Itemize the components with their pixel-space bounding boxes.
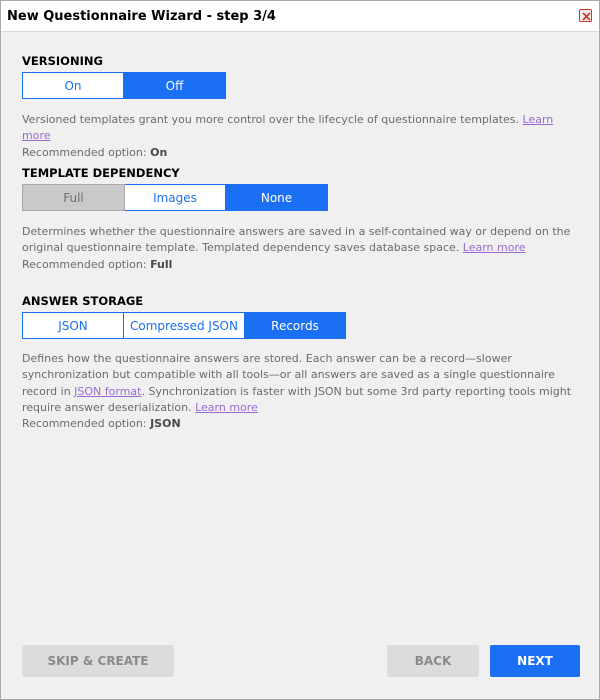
skip-and-create-button[interactable]: SKIP & CREATE xyxy=(22,645,174,677)
dependency-recommended-value: Full xyxy=(150,257,173,271)
storage-compressed-json-button[interactable]: Compressed JSON xyxy=(124,313,245,338)
answer-storage-toggle xyxy=(22,312,346,339)
dependency-description-text: Determines whether the questionnaire answers are saved in a self-contained way or depend on the original questionnaire template. Templated dependency saves database space. xyxy=(22,225,571,255)
storage-learn-more-link[interactable]: Learn more xyxy=(195,400,258,414)
answer-storage-description xyxy=(22,351,582,432)
template-dependency-toggle xyxy=(22,184,328,211)
storage-json-button[interactable]: JSON xyxy=(23,313,124,338)
storage-description-part2: . Synchronization is faster with JSON but some 3rd party reporting tools might require answer deserialization. xyxy=(22,384,572,414)
versioning-heading: VERSIONING xyxy=(22,54,103,68)
close-button[interactable] xyxy=(579,9,592,22)
versioning-recommended-value: On xyxy=(150,145,168,159)
storage-records-button[interactable]: Records xyxy=(245,313,345,338)
dependency-recommended xyxy=(22,257,582,273)
versioning-description-text: Versioned templates grant you more control over the lifecycle of questionnaire templates. xyxy=(22,113,523,126)
versioning-on-button[interactable]: On xyxy=(23,73,124,98)
window-title: New Questionnaire Wizard - step 3/4 xyxy=(7,9,276,24)
versioning-recommended-label: Recommended option: xyxy=(22,145,151,159)
storage-recommended xyxy=(22,416,582,432)
versioning-off-button[interactable]: Off xyxy=(124,73,225,98)
versioning-toggle xyxy=(22,72,226,99)
dependency-full-button[interactable]: Full xyxy=(22,184,125,211)
versioning-recommended xyxy=(22,145,582,161)
dependency-learn-more-link[interactable]: Learn more xyxy=(462,241,526,255)
title-bar xyxy=(1,1,599,32)
dependency-recommended-label: Recommended option: xyxy=(22,257,151,271)
back-button[interactable]: BACK xyxy=(387,645,479,677)
template-dependency-heading: TEMPLATE DEPENDENCY xyxy=(22,166,180,180)
next-button[interactable]: NEXT xyxy=(490,645,580,677)
storage-recommended-label: Recommended option: xyxy=(22,417,151,431)
storage-description-part1: Defines how the questionnaire answers are stored. Each answer can be a record—slower synchronization but compatible with all tools—or all answers are saved as a single questionnaire record in xyxy=(22,352,555,398)
dependency-images-button[interactable]: Images xyxy=(125,185,226,210)
answer-storage-heading: ANSWER STORAGE xyxy=(22,294,144,308)
template-dependency-description xyxy=(22,224,582,273)
versioning-description xyxy=(22,112,582,161)
close-icon[interactable] xyxy=(581,11,592,22)
storage-recommended-value: JSON xyxy=(150,417,181,431)
versioning-learn-more-link[interactable]: Learn more xyxy=(22,113,554,143)
json-format-link[interactable]: JSON format xyxy=(74,384,142,398)
dependency-none-button[interactable]: None xyxy=(226,185,327,210)
